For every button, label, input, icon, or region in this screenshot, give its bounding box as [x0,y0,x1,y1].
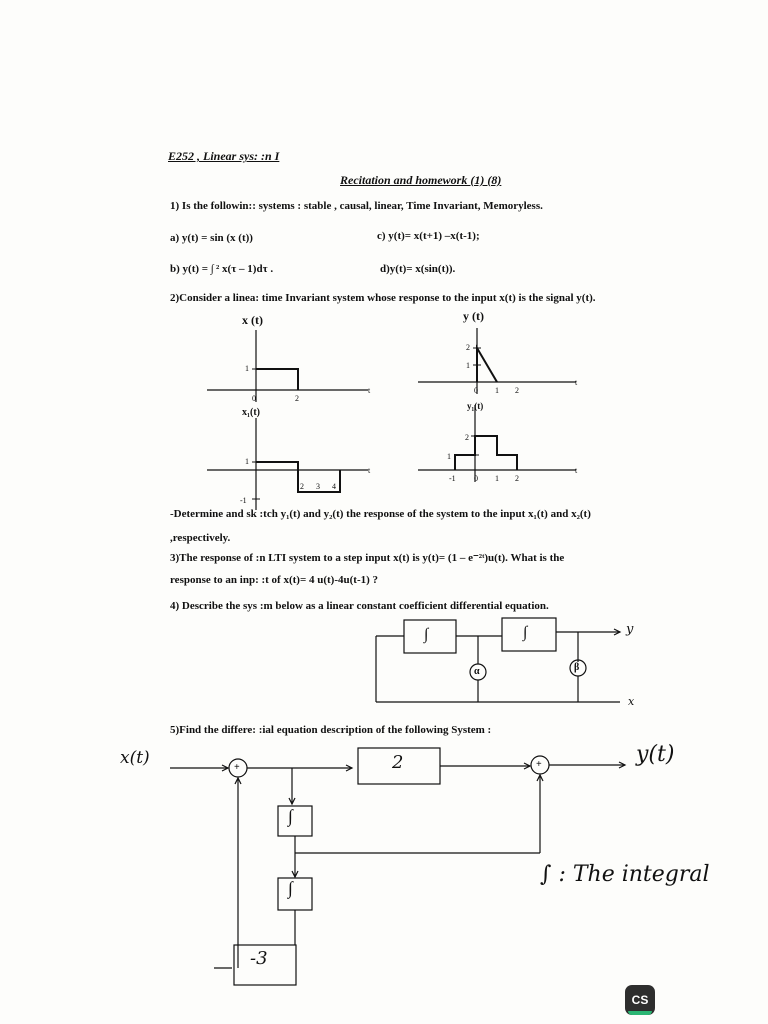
x-plot-t-label: t [368,386,371,395]
q3-line2: response to an inp: :t of x(t)= 4 u(t)-4u(t-1) ? [170,574,379,586]
q2-instruction-line1: -Determine and sk :tch y₁(t) and y₂(t) the response of the system to the input x₁(t) and x₂(t) [170,508,591,520]
x1-plot-tick-neg1: -1 [240,496,247,505]
y-plot-tick-1b: 1 [495,386,499,395]
q5-integrator-box-2 [278,878,312,910]
q1-part-c: c) y(t)= x(t+1) –x(t-1); [377,230,480,242]
y1-plot-tick-2b: 2 [515,474,519,483]
x-plot-tick-2: 2 [295,394,299,403]
q5-sum-plus-1: + [234,762,240,773]
q5-neg-gain-value: -3 [250,948,268,969]
q4-output-y-label: y [626,622,634,637]
q4-alpha-label: α [474,666,480,677]
q1-part-a: a) y(t) = sin (x (t)) [170,232,253,244]
y1-plot-tick-0: 0 [474,474,478,483]
q5-gain-value: 2 [392,752,404,773]
x1-plot-label: x₁(t) [242,407,260,418]
y1-plot-tick-2: 2 [465,433,469,442]
y-plot-tick-1: 1 [466,361,470,370]
camscanner-logo-bar [628,1011,652,1015]
y-plot-label: y (t) [463,309,484,323]
q4-integrator-symbol-1: ∫ [424,626,429,643]
x1-plot-tick-3: 3 [316,482,320,491]
x-plot-label: x (t) [242,313,263,327]
q2-instruction-line2: ,respectively. [170,532,231,544]
q5-input-label: x(t) [120,748,150,768]
y-plot-tick-2: 2 [466,343,470,352]
q4-output-x-label: x [628,695,635,708]
x1-plot-tick-2: 2 [300,482,304,491]
y1-plot-label: y₁(t) [467,401,484,411]
x1-plot-tick-1: 1 [245,457,249,466]
q5-integral-note: ∫ : The integral [540,862,710,887]
x-plot-tick-0: 0 [252,394,256,403]
y-plot-tick-2b: 2 [515,386,519,395]
camscanner-logo-text: CS [631,993,649,1007]
q5-integrator-symbol-1: ∫ [288,806,293,826]
q4-title: 4) Describe the sys :m below as a linear constant coefficient differential equation. [170,600,549,612]
assignment-title: Recitation and homework (1) (8) [340,173,502,187]
q5-integrator-box-1 [278,806,312,836]
q5-output-label: y(t) [636,742,675,767]
y-plot-tick-0: 0 [474,386,478,395]
y1-plot-t-label: t [575,466,578,475]
q5-integrator-symbol-2: ∫ [288,878,293,898]
q5-title: 5)Find the differe: :ial equation description of the following System : [170,724,492,736]
x1-plot-t-label: t [368,466,371,475]
y1-plot-tick-neg1: -1 [449,474,456,483]
q2-title: 2)Consider a linea: time Invariant system whose response to the input x(t) is the signal y(t). [170,292,596,304]
y1-plot-tick-1b: 1 [495,474,499,483]
q1-title: 1) Is the followin:: systems : stable , causal, linear, Time Invariant, Memoryless. [170,200,543,212]
q5-sum-plus-2: + [536,759,542,770]
y1-plot-tick-1: 1 [447,452,451,461]
q1-part-b: b) y(t) = ∫ ² x(τ – 1)dτ . [170,263,274,275]
y-plot-t-label: t [575,378,578,387]
q4-integrator-symbol-2: ∫ [523,624,528,641]
q4-beta-label: β [574,662,580,673]
x1-plot-tick-4: 4 [332,482,336,491]
q3-line1: 3)The response of :n LTI system to a step input x(t) is y(t)= (1 – e⁻²ᵗ)u(t). What is the [170,552,565,564]
q1-part-d: d)y(t)= x(sin(t)). [380,263,456,275]
x-plot-tick-1: 1 [245,364,249,373]
course-title: E252 , Linear sys: :n I [168,149,280,163]
